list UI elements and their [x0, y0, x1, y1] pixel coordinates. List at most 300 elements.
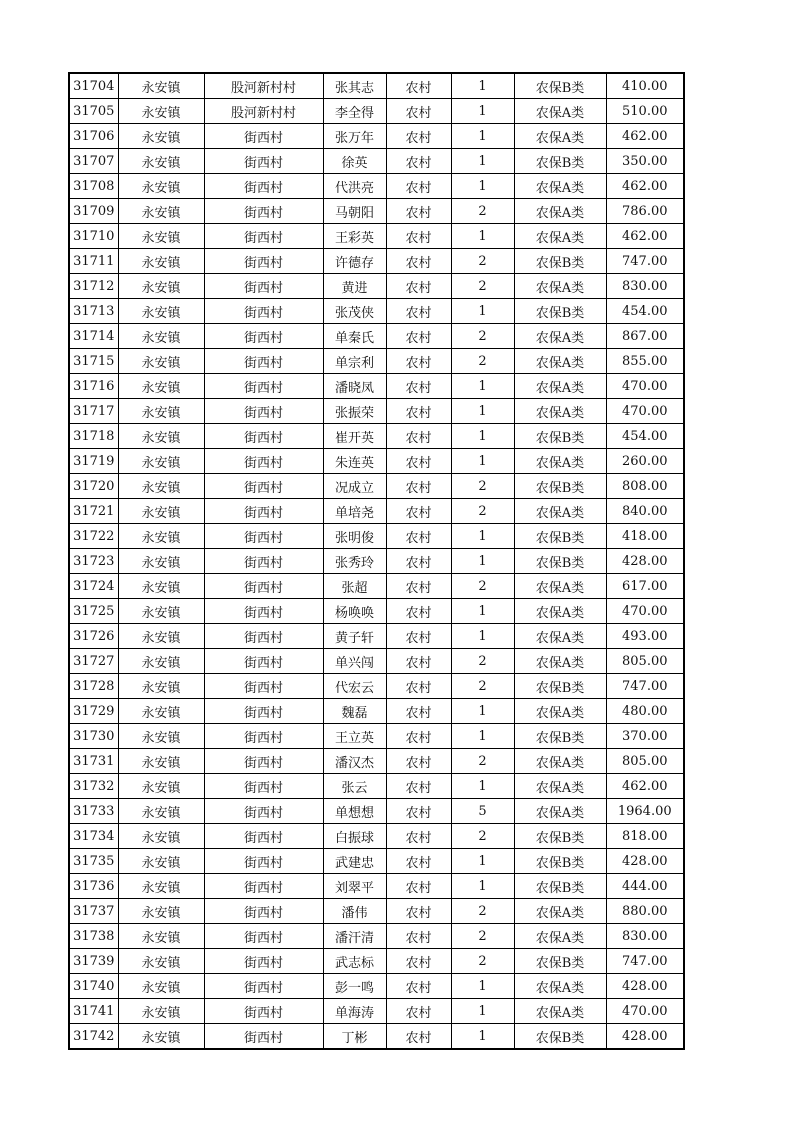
table-row — [69, 149, 684, 174]
town-cell: 永安镇 — [118, 299, 204, 324]
id-cell: 31733 — [69, 799, 118, 824]
table-row — [69, 474, 684, 499]
insurance-category-cell: 农保A类 — [514, 649, 606, 674]
id-cell: 31705 — [69, 99, 118, 124]
name-cell: 许德存 — [323, 249, 386, 274]
household-count-cell: 2 — [451, 924, 514, 949]
insurance-category-cell: 农保A类 — [514, 749, 606, 774]
area-type-cell: 农村 — [386, 249, 451, 274]
insurance-category-cell: 农保A类 — [514, 324, 606, 349]
amount-cell: 410.00 — [606, 73, 684, 99]
village-cell: 街西村 — [204, 999, 323, 1024]
household-count-cell: 2 — [451, 649, 514, 674]
name-cell: 李全得 — [323, 99, 386, 124]
area-type-cell: 农村 — [386, 549, 451, 574]
village-cell: 股河新村村 — [204, 73, 323, 99]
village-cell: 街西村 — [204, 724, 323, 749]
table-row — [69, 99, 684, 124]
town-cell: 永安镇 — [118, 974, 204, 999]
town-cell: 永安镇 — [118, 524, 204, 549]
village-cell: 街西村 — [204, 1024, 323, 1050]
amount-cell: 462.00 — [606, 774, 684, 799]
village-cell: 街西村 — [204, 324, 323, 349]
village-cell: 街西村 — [204, 174, 323, 199]
village-cell: 街西村 — [204, 749, 323, 774]
household-count-cell: 1 — [451, 449, 514, 474]
id-cell: 31723 — [69, 549, 118, 574]
household-count-cell: 1 — [451, 149, 514, 174]
area-type-cell: 农村 — [386, 674, 451, 699]
amount-cell: 617.00 — [606, 574, 684, 599]
table-row — [69, 374, 684, 399]
table-row — [69, 174, 684, 199]
town-cell: 永安镇 — [118, 449, 204, 474]
household-count-cell: 1 — [451, 99, 514, 124]
village-cell: 街西村 — [204, 424, 323, 449]
household-count-cell: 1 — [451, 549, 514, 574]
insurance-category-cell: 农保A类 — [514, 499, 606, 524]
village-cell: 街西村 — [204, 849, 323, 874]
table-row — [69, 449, 684, 474]
insurance-category-cell: 农保A类 — [514, 974, 606, 999]
id-cell: 31719 — [69, 449, 118, 474]
town-cell: 永安镇 — [118, 124, 204, 149]
household-count-cell: 1 — [451, 1024, 514, 1050]
household-count-cell: 2 — [451, 349, 514, 374]
area-type-cell: 农村 — [386, 399, 451, 424]
id-cell: 31739 — [69, 949, 118, 974]
name-cell: 单宗利 — [323, 349, 386, 374]
area-type-cell: 农村 — [386, 274, 451, 299]
name-cell: 王立英 — [323, 724, 386, 749]
id-cell: 31726 — [69, 624, 118, 649]
insurance-category-cell: 农保B类 — [514, 424, 606, 449]
village-cell: 街西村 — [204, 374, 323, 399]
town-cell: 永安镇 — [118, 799, 204, 824]
household-count-cell: 1 — [451, 524, 514, 549]
amount-cell: 454.00 — [606, 424, 684, 449]
name-cell: 黄子轩 — [323, 624, 386, 649]
household-count-cell: 2 — [451, 824, 514, 849]
name-cell: 王彩英 — [323, 224, 386, 249]
area-type-cell: 农村 — [386, 824, 451, 849]
insurance-category-cell: 农保A类 — [514, 199, 606, 224]
id-cell: 31728 — [69, 674, 118, 699]
village-cell: 街西村 — [204, 499, 323, 524]
id-cell: 31738 — [69, 924, 118, 949]
household-count-cell: 2 — [451, 324, 514, 349]
name-cell: 魏磊 — [323, 699, 386, 724]
area-type-cell: 农村 — [386, 749, 451, 774]
area-type-cell: 农村 — [386, 799, 451, 824]
insurance-category-cell: 农保B类 — [514, 249, 606, 274]
table-row — [69, 999, 684, 1024]
insurance-category-cell: 农保A类 — [514, 574, 606, 599]
name-cell: 单兴闯 — [323, 649, 386, 674]
table-row — [69, 874, 684, 899]
table-row — [69, 924, 684, 949]
village-cell: 街西村 — [204, 699, 323, 724]
town-cell: 永安镇 — [118, 499, 204, 524]
table-row — [69, 674, 684, 699]
town-cell: 永安镇 — [118, 874, 204, 899]
table-row — [69, 199, 684, 224]
id-cell: 31708 — [69, 174, 118, 199]
area-type-cell: 农村 — [386, 999, 451, 1024]
amount-cell: 470.00 — [606, 599, 684, 624]
area-type-cell: 农村 — [386, 524, 451, 549]
area-type-cell: 农村 — [386, 849, 451, 874]
table-row — [69, 774, 684, 799]
name-cell: 杨唤唤 — [323, 599, 386, 624]
amount-cell: 418.00 — [606, 524, 684, 549]
amount-cell: 805.00 — [606, 649, 684, 674]
id-cell: 31722 — [69, 524, 118, 549]
village-cell: 街西村 — [204, 299, 323, 324]
insurance-category-cell: 农保A类 — [514, 924, 606, 949]
town-cell: 永安镇 — [118, 924, 204, 949]
id-cell: 31706 — [69, 124, 118, 149]
name-cell: 武建忠 — [323, 849, 386, 874]
insurance-category-cell: 农保B类 — [514, 849, 606, 874]
insurance-category-cell: 农保A类 — [514, 899, 606, 924]
id-cell: 31721 — [69, 499, 118, 524]
name-cell: 潘汗清 — [323, 924, 386, 949]
town-cell: 永安镇 — [118, 699, 204, 724]
area-type-cell: 农村 — [386, 774, 451, 799]
town-cell: 永安镇 — [118, 824, 204, 849]
village-cell: 街西村 — [204, 549, 323, 574]
area-type-cell: 农村 — [386, 149, 451, 174]
name-cell: 马朝阳 — [323, 199, 386, 224]
amount-cell: 747.00 — [606, 949, 684, 974]
area-type-cell: 农村 — [386, 1024, 451, 1050]
table-row — [69, 599, 684, 624]
id-cell: 31716 — [69, 374, 118, 399]
table-row — [69, 824, 684, 849]
village-cell: 街西村 — [204, 649, 323, 674]
amount-cell: 747.00 — [606, 674, 684, 699]
name-cell: 白振球 — [323, 824, 386, 849]
id-cell: 31710 — [69, 224, 118, 249]
table-row — [69, 749, 684, 774]
village-cell: 街西村 — [204, 774, 323, 799]
id-cell: 31714 — [69, 324, 118, 349]
insurance-category-cell: 农保B类 — [514, 674, 606, 699]
amount-cell: 350.00 — [606, 149, 684, 174]
table-row — [69, 349, 684, 374]
insurance-category-cell: 农保A类 — [514, 99, 606, 124]
household-count-cell: 2 — [451, 674, 514, 699]
area-type-cell: 农村 — [386, 499, 451, 524]
town-cell: 永安镇 — [118, 249, 204, 274]
area-type-cell: 农村 — [386, 649, 451, 674]
id-cell: 31704 — [69, 73, 118, 99]
table-row — [69, 849, 684, 874]
town-cell: 永安镇 — [118, 424, 204, 449]
insurance-category-cell: 农保A类 — [514, 449, 606, 474]
household-count-cell: 2 — [451, 574, 514, 599]
insurance-category-cell: 农保B类 — [514, 874, 606, 899]
area-type-cell: 农村 — [386, 99, 451, 124]
amount-cell: 840.00 — [606, 499, 684, 524]
household-count-cell: 2 — [451, 249, 514, 274]
table-row — [69, 499, 684, 524]
village-cell: 街西村 — [204, 274, 323, 299]
id-cell: 31720 — [69, 474, 118, 499]
name-cell: 张其志 — [323, 73, 386, 99]
table-row — [69, 649, 684, 674]
town-cell: 永安镇 — [118, 274, 204, 299]
table-row — [69, 299, 684, 324]
town-cell: 永安镇 — [118, 724, 204, 749]
insurance-category-cell: 农保B类 — [514, 73, 606, 99]
town-cell: 永安镇 — [118, 324, 204, 349]
insurance-category-cell: 农保B类 — [514, 149, 606, 174]
name-cell: 潘伟 — [323, 899, 386, 924]
household-count-cell: 1 — [451, 374, 514, 399]
name-cell: 张超 — [323, 574, 386, 599]
table-row — [69, 1024, 684, 1050]
amount-cell: 747.00 — [606, 249, 684, 274]
household-count-cell: 1 — [451, 624, 514, 649]
id-cell: 31724 — [69, 574, 118, 599]
area-type-cell: 农村 — [386, 724, 451, 749]
town-cell: 永安镇 — [118, 599, 204, 624]
village-cell: 街西村 — [204, 124, 323, 149]
household-count-cell: 1 — [451, 599, 514, 624]
amount-cell: 470.00 — [606, 374, 684, 399]
household-count-cell: 1 — [451, 424, 514, 449]
name-cell: 武志标 — [323, 949, 386, 974]
town-cell: 永安镇 — [118, 624, 204, 649]
insurance-category-cell: 农保A类 — [514, 224, 606, 249]
amount-cell: 830.00 — [606, 274, 684, 299]
name-cell: 崔开英 — [323, 424, 386, 449]
amount-cell: 818.00 — [606, 824, 684, 849]
area-type-cell: 农村 — [386, 299, 451, 324]
village-cell: 街西村 — [204, 399, 323, 424]
id-cell: 31725 — [69, 599, 118, 624]
household-count-cell: 1 — [451, 699, 514, 724]
amount-cell: 428.00 — [606, 974, 684, 999]
household-count-cell: 2 — [451, 749, 514, 774]
table-row — [69, 624, 684, 649]
name-cell: 单想想 — [323, 799, 386, 824]
name-cell: 张秀玲 — [323, 549, 386, 574]
insurance-category-cell: 农保A类 — [514, 124, 606, 149]
insurance-category-cell: 农保B类 — [514, 949, 606, 974]
table-row — [69, 974, 684, 999]
village-cell: 街西村 — [204, 674, 323, 699]
insurance-category-cell: 农保A类 — [514, 399, 606, 424]
household-count-cell: 1 — [451, 849, 514, 874]
area-type-cell: 农村 — [386, 224, 451, 249]
table-row — [69, 274, 684, 299]
name-cell: 潘汉杰 — [323, 749, 386, 774]
table-row — [69, 949, 684, 974]
id-cell: 31727 — [69, 649, 118, 674]
insurance-category-cell: 农保A类 — [514, 174, 606, 199]
amount-cell: 510.00 — [606, 99, 684, 124]
amount-cell: 470.00 — [606, 399, 684, 424]
household-count-cell: 2 — [451, 274, 514, 299]
area-type-cell: 农村 — [386, 949, 451, 974]
village-cell: 街西村 — [204, 524, 323, 549]
table-row — [69, 73, 684, 99]
name-cell: 单秦氏 — [323, 324, 386, 349]
household-count-cell: 5 — [451, 799, 514, 824]
amount-cell: 1964.00 — [606, 799, 684, 824]
insurance-category-cell: 农保A类 — [514, 599, 606, 624]
insurance-category-cell: 农保A类 — [514, 999, 606, 1024]
amount-cell: 480.00 — [606, 699, 684, 724]
name-cell: 黄进 — [323, 274, 386, 299]
table-body — [69, 73, 684, 1049]
id-cell: 31730 — [69, 724, 118, 749]
name-cell: 潘晓凤 — [323, 374, 386, 399]
table-row — [69, 699, 684, 724]
area-type-cell: 农村 — [386, 424, 451, 449]
name-cell: 张云 — [323, 774, 386, 799]
amount-cell: 370.00 — [606, 724, 684, 749]
name-cell: 张茂侠 — [323, 299, 386, 324]
insurance-category-cell: 农保A类 — [514, 774, 606, 799]
town-cell: 永安镇 — [118, 749, 204, 774]
table-row — [69, 899, 684, 924]
village-cell: 街西村 — [204, 874, 323, 899]
area-type-cell: 农村 — [386, 599, 451, 624]
household-count-cell: 2 — [451, 199, 514, 224]
amount-cell: 805.00 — [606, 749, 684, 774]
insurance-category-cell: 农保B类 — [514, 299, 606, 324]
area-type-cell: 农村 — [386, 574, 451, 599]
village-cell: 街西村 — [204, 824, 323, 849]
table-row — [69, 574, 684, 599]
amount-cell: 493.00 — [606, 624, 684, 649]
town-cell: 永安镇 — [118, 199, 204, 224]
amount-cell: 867.00 — [606, 324, 684, 349]
town-cell: 永安镇 — [118, 674, 204, 699]
amount-cell: 462.00 — [606, 224, 684, 249]
town-cell: 永安镇 — [118, 1024, 204, 1050]
id-cell: 31712 — [69, 274, 118, 299]
insurance-category-cell: 农保B类 — [514, 474, 606, 499]
household-count-cell: 1 — [451, 73, 514, 99]
name-cell: 张振荣 — [323, 399, 386, 424]
id-cell: 31729 — [69, 699, 118, 724]
village-cell: 街西村 — [204, 924, 323, 949]
village-cell: 街西村 — [204, 474, 323, 499]
town-cell: 永安镇 — [118, 224, 204, 249]
insurance-category-cell: 农保A类 — [514, 699, 606, 724]
town-cell: 永安镇 — [118, 774, 204, 799]
village-cell: 街西村 — [204, 149, 323, 174]
name-cell: 单培尧 — [323, 499, 386, 524]
amount-cell: 444.00 — [606, 874, 684, 899]
insurance-category-cell: 农保A类 — [514, 624, 606, 649]
area-type-cell: 农村 — [386, 174, 451, 199]
household-count-cell: 1 — [451, 399, 514, 424]
id-cell: 31737 — [69, 899, 118, 924]
id-cell: 31717 — [69, 399, 118, 424]
table-row — [69, 124, 684, 149]
amount-cell: 462.00 — [606, 174, 684, 199]
household-count-cell: 2 — [451, 949, 514, 974]
household-count-cell: 1 — [451, 724, 514, 749]
amount-cell: 880.00 — [606, 899, 684, 924]
area-type-cell: 农村 — [386, 874, 451, 899]
insurance-category-cell: 农保A类 — [514, 274, 606, 299]
area-type-cell: 农村 — [386, 73, 451, 99]
area-type-cell: 农村 — [386, 899, 451, 924]
amount-cell: 855.00 — [606, 349, 684, 374]
id-cell: 31736 — [69, 874, 118, 899]
town-cell: 永安镇 — [118, 349, 204, 374]
table-row — [69, 324, 684, 349]
town-cell: 永安镇 — [118, 574, 204, 599]
name-cell: 张明俊 — [323, 524, 386, 549]
town-cell: 永安镇 — [118, 149, 204, 174]
town-cell: 永安镇 — [118, 399, 204, 424]
insurance-category-cell: 农保B类 — [514, 724, 606, 749]
village-cell: 街西村 — [204, 799, 323, 824]
amount-cell: 830.00 — [606, 924, 684, 949]
id-cell: 31713 — [69, 299, 118, 324]
village-cell: 街西村 — [204, 974, 323, 999]
table-row — [69, 724, 684, 749]
village-cell: 街西村 — [204, 449, 323, 474]
insurance-category-cell: 农保B类 — [514, 1024, 606, 1050]
name-cell: 丁彬 — [323, 1024, 386, 1050]
amount-cell: 786.00 — [606, 199, 684, 224]
table-row — [69, 549, 684, 574]
amount-cell: 808.00 — [606, 474, 684, 499]
amount-cell: 428.00 — [606, 549, 684, 574]
village-cell: 街西村 — [204, 199, 323, 224]
town-cell: 永安镇 — [118, 549, 204, 574]
amount-cell: 428.00 — [606, 1024, 684, 1050]
table-row — [69, 524, 684, 549]
amount-cell: 462.00 — [606, 124, 684, 149]
amount-cell: 428.00 — [606, 849, 684, 874]
household-count-cell: 1 — [451, 774, 514, 799]
area-type-cell: 农村 — [386, 349, 451, 374]
village-cell: 街西村 — [204, 224, 323, 249]
area-type-cell: 农村 — [386, 199, 451, 224]
town-cell: 永安镇 — [118, 174, 204, 199]
amount-cell: 260.00 — [606, 449, 684, 474]
insurance-category-cell: 农保B类 — [514, 524, 606, 549]
town-cell: 永安镇 — [118, 474, 204, 499]
village-cell: 街西村 — [204, 349, 323, 374]
name-cell: 代宏云 — [323, 674, 386, 699]
household-count-cell: 1 — [451, 124, 514, 149]
name-cell: 朱连英 — [323, 449, 386, 474]
amount-cell: 454.00 — [606, 299, 684, 324]
benefit-table — [68, 72, 685, 1050]
name-cell: 刘翠平 — [323, 874, 386, 899]
town-cell: 永安镇 — [118, 999, 204, 1024]
area-type-cell: 农村 — [386, 374, 451, 399]
village-cell: 街西村 — [204, 249, 323, 274]
insurance-category-cell: 农保A类 — [514, 349, 606, 374]
village-cell: 街西村 — [204, 574, 323, 599]
household-count-cell: 2 — [451, 899, 514, 924]
name-cell: 徐英 — [323, 149, 386, 174]
village-cell: 街西村 — [204, 599, 323, 624]
town-cell: 永安镇 — [118, 849, 204, 874]
